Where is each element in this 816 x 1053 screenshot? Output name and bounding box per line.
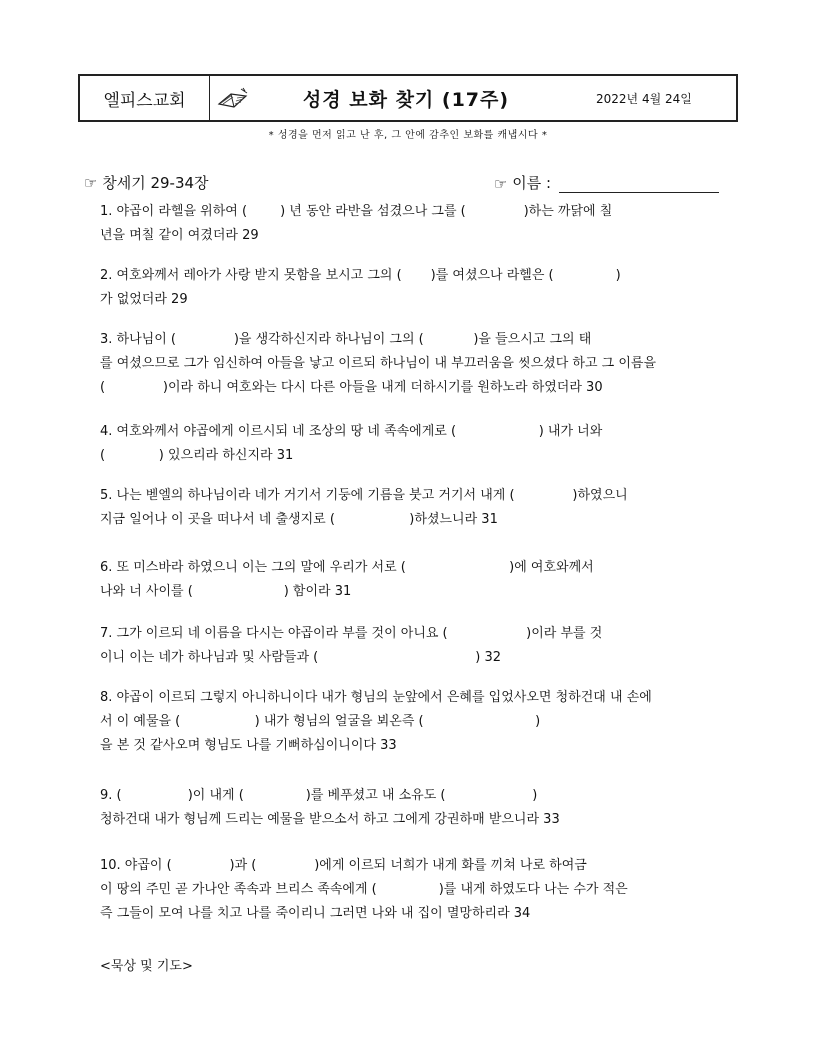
question-1: [100, 200, 728, 248]
question-line: 즉 그들이 모여 나를 치고 나를 죽이리니 그러면 나와 내 집이 멸망하리라 34: [100, 906, 531, 921]
pointing-hand-icon: ☞: [84, 174, 98, 192]
question-line: 이 땅의 주민 곧 가나안 족속과 브리스 족속에게 ( )를 내게 하였도다 나는 수가 적은: [100, 882, 628, 897]
header-box: [78, 74, 738, 122]
question-6: [100, 556, 728, 604]
question-2: [100, 264, 728, 312]
question-line: 지금 일어나 이 곳을 떠나서 네 출생지로 ( )하셨느니라 31: [100, 512, 498, 527]
question-4: [100, 420, 728, 468]
question-line: 청하건대 내가 형님께 드리는 예물을 받으소서 하고 그에게 강권하매 받으니라 33: [100, 812, 560, 827]
question-line: 3. 하나님이 ( )을 생각하신지라 하나님이 그의 ( )을 들으시고 그의 태: [100, 332, 592, 347]
question-line: 년을 며칠 같이 여겼더라 29: [100, 228, 259, 243]
name-field: [494, 172, 719, 193]
page-title: 성경 보화 찾기 (17주): [302, 88, 510, 111]
question-line: 7. 그가 이르되 네 이름을 다시는 야곱이라 부를 것이 아니요 ( )이라 부를 것: [100, 626, 603, 641]
question-line: 나와 너 사이를 ( ) 함이라 31: [100, 584, 352, 599]
question-line: 를 여셨으므로 그가 임신하여 아들을 낳고 이르되 하나님이 내 부끄러움을 씻으셨다 하고 그 이름을: [100, 356, 657, 371]
question-line: 2. 여호와께서 레아가 사랑 받지 못함을 보시고 그의 ( )를 여셨으나 라헬은 ( ): [100, 268, 621, 283]
question-line: 1. 야곱이 라헬을 위하여 ( ) 년 동안 라반을 섬겼으나 그를 ( )하는 까닭에 칠: [100, 204, 613, 219]
question-line: 8. 야곱이 이르되 그렇지 아니하니이다 내가 형님의 눈앞에서 은혜를 입었사오면 청하건대 내 손에: [100, 690, 652, 705]
book-icon: [210, 76, 256, 120]
question-8: [100, 686, 728, 758]
name-label: 이름 :: [512, 174, 552, 192]
question-line: 6. 또 미스바라 하였으니 이는 그의 말에 우리가 서로 ( )에 여호와께서: [100, 560, 594, 575]
question-10: [100, 854, 728, 926]
church-name: 엘피스교회: [80, 76, 210, 120]
question-line: 가 없었더라 29: [100, 292, 188, 307]
question-3: [100, 328, 728, 400]
question-line: 서 이 예물을 ( ) 내가 형님의 얼굴을 뵈온즉 ( ): [100, 714, 541, 729]
question-line: 이니 이는 네가 하나님과 및 사람들과 ( ) 32: [100, 650, 502, 665]
question-line: 10. 야곱이 ( )과 ( )에게 이르되 너희가 내게 화를 끼쳐 나로 하여금: [100, 858, 587, 873]
question-line: ( ) 있으리라 하신지라 31: [100, 448, 294, 463]
name-input-line[interactable]: [559, 176, 719, 193]
question-line: 4. 여호와께서 야곱에게 이르시되 네 조상의 땅 네 족속에게로 ( ) 내가 너와: [100, 424, 603, 439]
question-line: 9. ( )이 내게 ( )를 베푸셨고 내 소유도 ( ): [100, 788, 538, 803]
closing-prayer: <묵상 및 기도>: [100, 959, 193, 974]
pointing-hand-icon: ☞: [494, 175, 508, 193]
date: 2022년 4월 24일: [596, 91, 692, 106]
question-line: ( )이라 하니 여호와는 다시 다른 아들을 내게 더하시기를 원하노라 하였더라 30: [100, 380, 603, 395]
question-7: [100, 622, 728, 670]
subtitle: * 성경을 먼저 읽고 난 후, 그 안에 감추인 보화를 캐냅시다 *: [268, 130, 548, 141]
question-9: [100, 784, 728, 832]
question-5: [100, 484, 728, 532]
passage-reference: [84, 172, 209, 193]
question-line: 5. 나는 벧엘의 하나님이라 네가 거기서 기둥에 기름을 붓고 거기서 내게 ( )하였으니: [100, 488, 628, 503]
question-line: 을 본 것 같사오며 형님도 나를 기뻐하심이니이다 33: [100, 738, 397, 753]
passage-text: 창세기 29-34장: [102, 174, 209, 192]
